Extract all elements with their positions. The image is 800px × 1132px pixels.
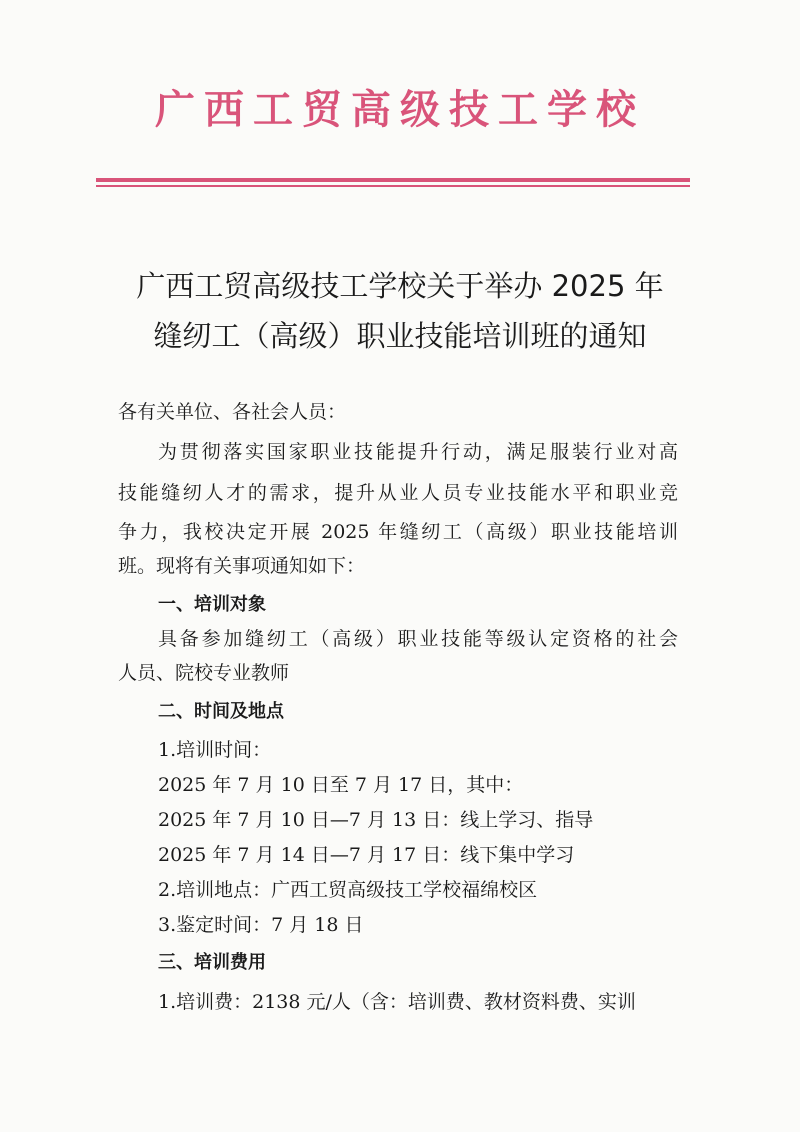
assessment-date-item: 3.鉴定时间：7 月 18 日 xyxy=(158,914,364,936)
letterhead-rule-thick xyxy=(96,178,690,182)
intro-line: 为贯彻落实国家职业技能提升行动，满足服装行业对高 xyxy=(158,441,678,463)
schedule-item: 2025 年 7 月 10 日—7 月 13 日：线上学习、指导 xyxy=(158,809,594,831)
intro-line: 争力，我校决定开展 2025 年缝纫工（高级）职业技能培训 xyxy=(118,521,678,543)
document-title-line-1: 广西工贸高级技工学校关于举办 2025 年 xyxy=(136,269,664,303)
schedule-item: 1.培训时间： xyxy=(158,739,272,761)
section-heading-time-location: 二、时间及地点 xyxy=(158,701,284,722)
location-item: 2.培训地点：广西工贸高级技工学校福绵校区 xyxy=(158,879,538,901)
letterhead-school-name: 广西工贸高级技工学校 xyxy=(155,86,645,133)
section-text-line: 人员、院校专业教师 xyxy=(118,662,290,684)
intro-line: 班。现将有关事项通知如下： xyxy=(118,555,366,577)
fee-item: 1.培训费：2138 元/人（含：培训费、教材资料费、实训 xyxy=(158,991,636,1013)
section-heading-training-fees: 三、培训费用 xyxy=(158,952,266,973)
section-text-line: 具备参加缝纫工（高级）职业技能等级认定资格的社会 xyxy=(158,628,678,650)
section-heading-training-target: 一、培训对象 xyxy=(158,594,266,615)
letterhead-rule-thin xyxy=(96,185,690,187)
document-title-line-2: 缝纫工（高级）职业技能培训班的通知 xyxy=(153,319,647,353)
schedule-item: 2025 年 7 月 14 日—7 月 17 日：线下集中学习 xyxy=(158,844,575,866)
schedule-item: 2025 年 7 月 10 日至 7 月 17 日，其中： xyxy=(158,774,524,796)
intro-line: 技能缝纫人才的需求，提升从业人员专业技能水平和职业竞 xyxy=(118,482,678,504)
greeting: 各有关单位、各社会人员： xyxy=(118,401,347,423)
